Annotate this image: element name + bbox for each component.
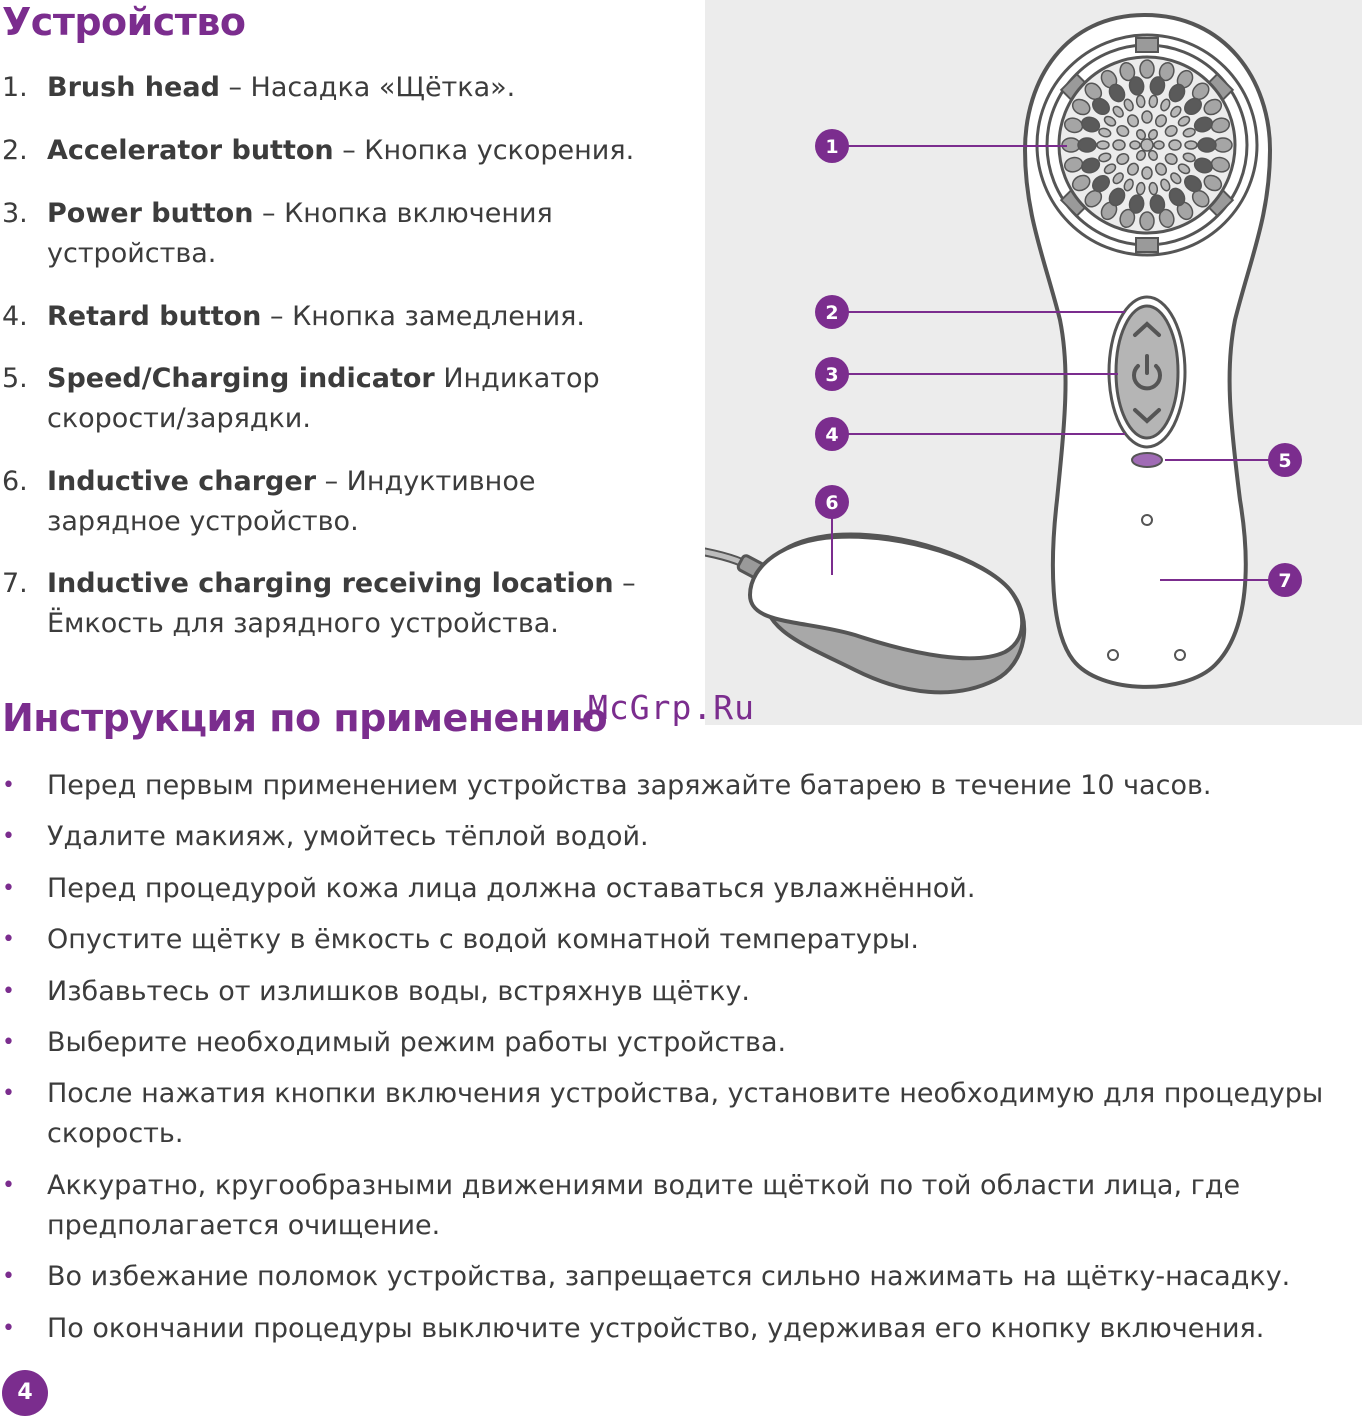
part-number: 4.: [2, 301, 28, 332]
bristle-icon: [1078, 138, 1096, 152]
bristle-icon: [1097, 141, 1109, 149]
part-name: Inductive charging receiving location: [47, 568, 614, 599]
part-desc: – Индуктивное зарядное устройство.: [47, 466, 536, 537]
bullet-icon: •: [2, 1030, 15, 1055]
part-desc: – Ёмкость для зарядного устройства.: [47, 568, 636, 639]
button-panel-icon: [1109, 297, 1185, 447]
bristle-icon: [1185, 141, 1197, 149]
device-diagram: [705, 0, 1362, 725]
part-desc: – Насадка «Щётка».: [219, 72, 516, 103]
brush-head-icon: [1037, 35, 1257, 255]
part-desc: – Кнопка включения устройства.: [47, 198, 553, 269]
list-item-text: Опустите щётку в ёмкость с водой комнатной температуры.: [47, 924, 919, 955]
part-name: Brush head: [47, 72, 220, 103]
bristle-icon: [1198, 138, 1216, 152]
callout-3: [815, 357, 849, 391]
callout-2: [815, 295, 849, 329]
callout-1: [815, 129, 849, 163]
bullet-icon: •: [2, 927, 15, 952]
bristle-icon: [1130, 141, 1140, 149]
list-item-text: Выберите необходимый режим работы устройства.: [47, 1027, 787, 1058]
bullet-icon: •: [2, 1173, 15, 1198]
part-name: Power button: [47, 198, 254, 229]
bristle-icon: [1154, 141, 1164, 149]
svg-text:6: 6: [825, 492, 839, 514]
list-item-text: Аккуратно, кругообразными движениями водите щёткой по той области лица, где предполагается очищение.: [47, 1170, 1241, 1241]
page-number-badge: 4: [2, 1370, 48, 1416]
part-name: Inductive charger: [47, 466, 317, 497]
bristle-icon: [1169, 140, 1181, 150]
speed-indicator-icon: [1132, 453, 1162, 467]
device-illustration: [705, 0, 1362, 725]
bullet-icon: •: [2, 1081, 15, 1106]
bullet-icon: •: [2, 773, 15, 798]
callout-4: [815, 417, 849, 451]
part-desc: Индикатор скорости/зарядки.: [47, 363, 600, 434]
callout-6: [815, 485, 849, 519]
part-desc: – Кнопка ускорения.: [333, 135, 635, 166]
list-item-text: Во избежание поломок устройства, запрещается сильно нажимать на щётку-насадку.: [47, 1261, 1291, 1292]
bullet-icon: •: [2, 1316, 15, 1341]
bullet-icon: •: [2, 979, 15, 1004]
bristle-icon: [1141, 139, 1153, 151]
part-number: 2.: [2, 135, 28, 166]
callout-7: [1268, 563, 1302, 597]
part-number: 6.: [2, 466, 28, 497]
callout-5: [1268, 443, 1302, 477]
list-item-text: По окончании процедуры выключите устройство, удерживая его кнопку включения.: [47, 1313, 1265, 1344]
svg-text:4: 4: [825, 424, 839, 446]
list-item-text: Перед процедурой кожа лица должна оставаться увлажнённой.: [47, 873, 976, 904]
part-desc: – Кнопка замедления.: [261, 301, 585, 332]
bristle-icon: [1113, 140, 1125, 150]
svg-text:5: 5: [1278, 450, 1292, 472]
section-title-usage: Инструкция по применению: [2, 696, 608, 740]
bullet-icon: •: [2, 1264, 15, 1289]
part-number: 7.: [2, 568, 28, 599]
svg-text:2: 2: [825, 302, 839, 324]
bullet-icon: •: [2, 876, 15, 901]
bristle-icon: [1142, 111, 1152, 123]
part-number: 1.: [2, 72, 28, 103]
section-title-device: Устройство: [2, 0, 246, 44]
bristle-icon: [1140, 60, 1154, 78]
list-item-text: Избавьтесь от излишков воды, встряхнув щётку.: [47, 976, 751, 1007]
part-name: Retard button: [47, 301, 262, 332]
part-name: Accelerator button: [47, 135, 334, 166]
list-item-text: После нажатия кнопки включения устройства, установите необходимую для процедуры скорость.: [47, 1078, 1324, 1149]
part-name: Speed/Charging indicator: [47, 363, 435, 394]
part-number: 3.: [2, 198, 28, 229]
list-item-text: Перед первым применением устройства заряжайте батарею в течение 10 часов.: [47, 770, 1212, 801]
part-number: 5.: [2, 363, 28, 394]
svg-text:3: 3: [825, 364, 839, 386]
watermark: McGrp.Ru: [588, 688, 755, 727]
svg-text:1: 1: [825, 136, 839, 158]
list-item-text: Удалите макияж, умойтесь тёплой водой.: [47, 821, 649, 852]
bristle-icon: [1140, 212, 1154, 230]
svg-text:7: 7: [1278, 570, 1292, 592]
bristle-icon: [1142, 167, 1152, 179]
bullet-icon: •: [2, 824, 15, 849]
